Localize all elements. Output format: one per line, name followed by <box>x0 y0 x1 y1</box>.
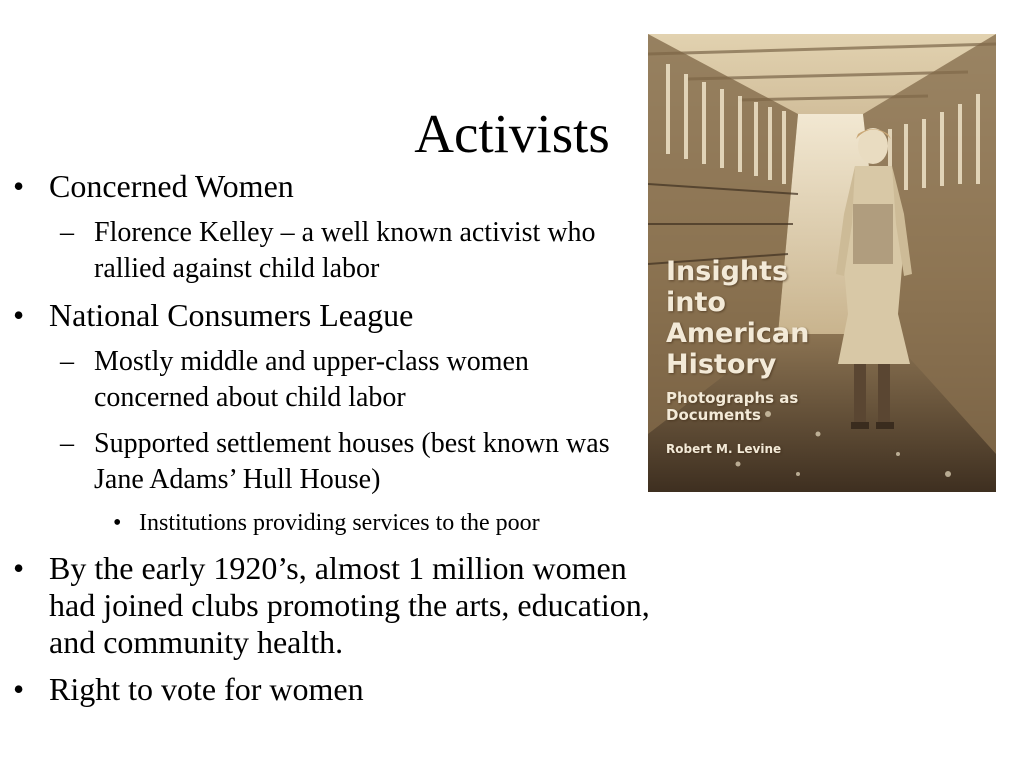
cover-text-block <box>666 256 809 456</box>
sub-sub-bullet-text: Institutions providing services to the poor <box>139 510 540 536</box>
bullet-text: Concerned Women <box>49 168 294 204</box>
sub-sub-bullet-institutions <box>0 508 650 538</box>
bullet-marker: • <box>13 297 25 333</box>
slide-title: Activists <box>414 103 610 164</box>
sub-bullet-florence-kelley <box>0 215 650 287</box>
bullet-marker: • <box>13 550 25 586</box>
bullet-text: By the early 1920’s, almost 1 million women had joined clubs promoting the arts, education, and community health. <box>49 550 650 660</box>
dash-marker: – <box>60 217 74 248</box>
book-author: Robert M. Levine <box>666 442 782 456</box>
sub-bullet-text: Mostly middle and upper-class women concerned about child labor <box>94 346 529 413</box>
bullet-concerned-women <box>0 168 650 205</box>
book-title: Insights into American History <box>666 256 810 380</box>
sub-bullet-middle-upper-class <box>0 344 650 416</box>
bullet-text: Right to vote for women <box>49 671 364 707</box>
bullet-marker: • <box>113 510 122 536</box>
bullet-text: National Consumers League <box>49 297 414 333</box>
bullet-list <box>0 168 650 718</box>
bullet-right-to-vote <box>0 671 650 708</box>
bullet-1920s-clubs <box>0 550 650 661</box>
sub-bullet-settlement-houses <box>0 426 650 498</box>
bullet-marker: • <box>13 168 25 204</box>
dash-marker: – <box>60 346 74 377</box>
book-subtitle: Photographs as Documents <box>666 389 799 424</box>
dash-marker: – <box>60 428 74 459</box>
book-cover-image <box>648 34 996 492</box>
bullet-national-consumers-league <box>0 297 650 334</box>
sub-bullet-text: Supported settlement houses (best known was Jane Adams’ Hull House) <box>94 428 610 495</box>
bullet-marker: • <box>13 671 25 707</box>
sub-bullet-text: Florence Kelley – a well known activist who rallied against child labor <box>94 217 596 284</box>
